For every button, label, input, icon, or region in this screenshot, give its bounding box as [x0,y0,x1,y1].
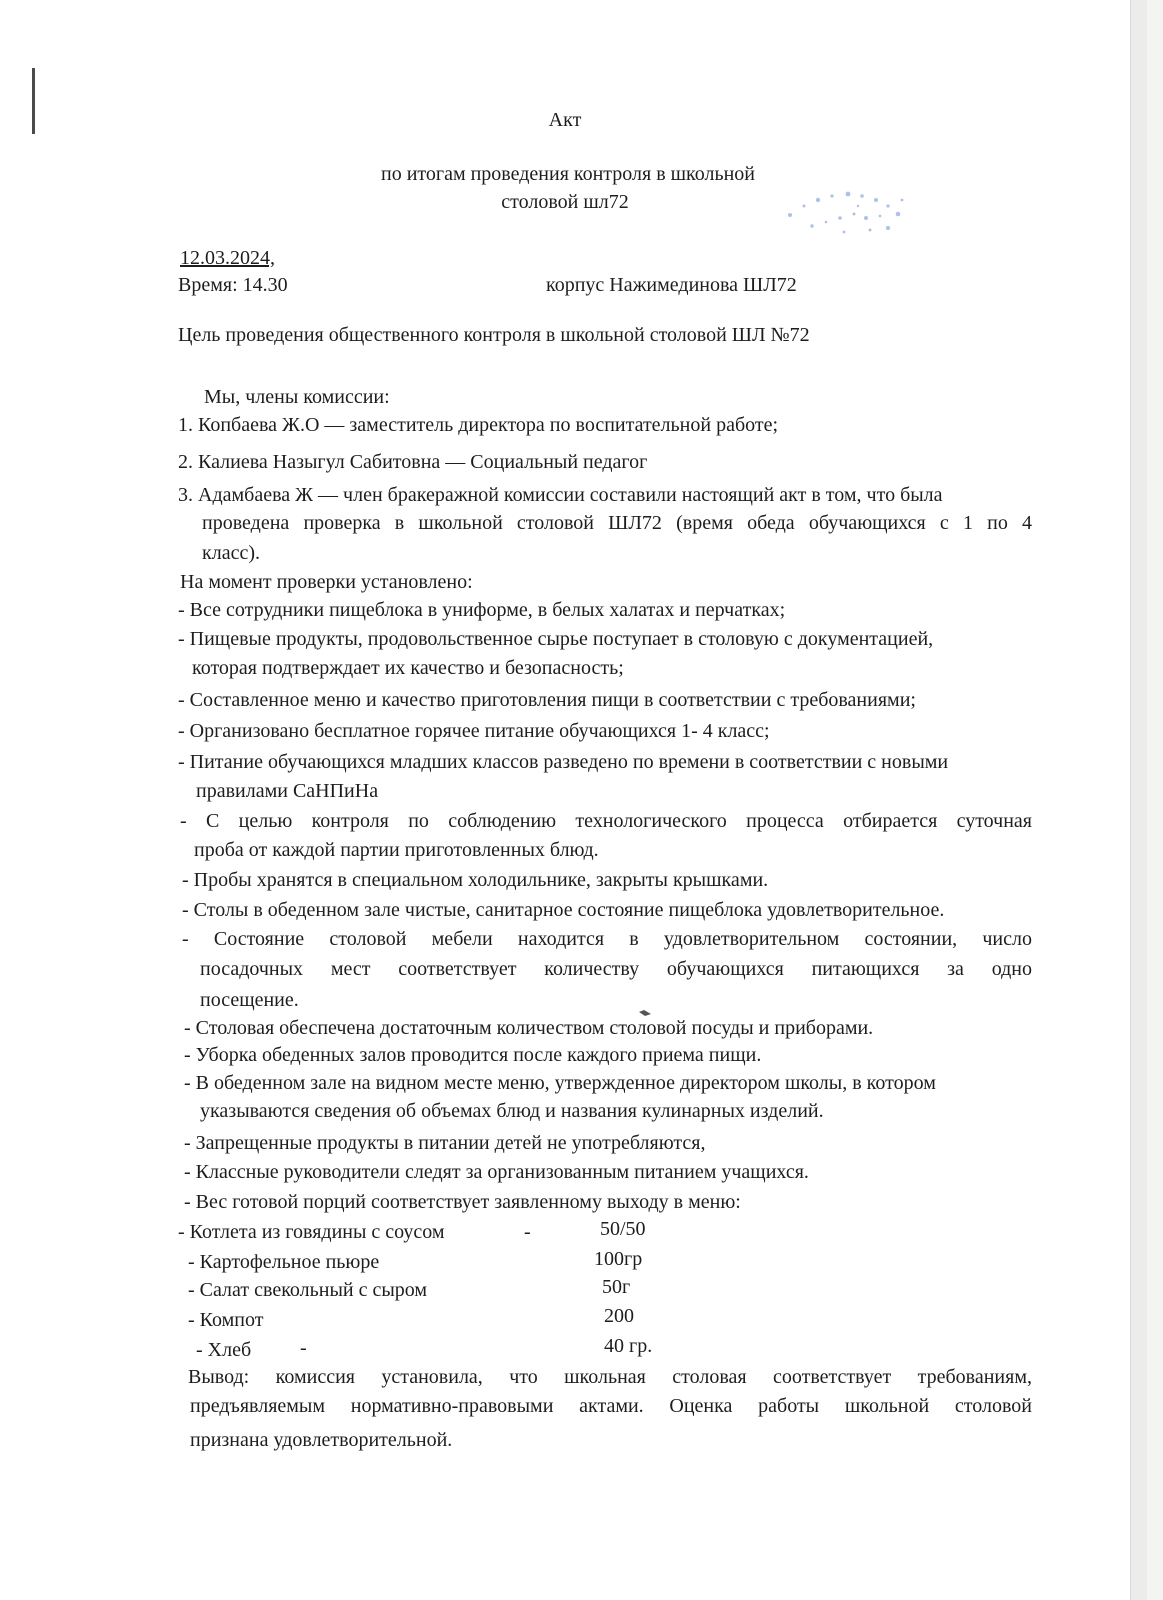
finding-item: - Уборка обеденных залов проводится после каждого приема пищи. [184,1044,762,1066]
finding-item: - Классные руководители следят за организованным питанием учащихся. [184,1161,809,1183]
menu-item-weight: 200 [604,1305,634,1327]
finding-item: - Пищевые продукты, продовольственное сырье поступает в столовую с документацией, [178,628,934,650]
commission-intro: Мы, члены комиссии: [204,386,390,408]
commission-member: 2. Калиева Назыгул Сабитовна — Социальный педагог [178,451,648,473]
finding-item: - Столы в обеденном зале чистые, санитарное состояние пищеблока удовлетворительное. [182,899,945,921]
finding-item: - Столовая обеспечена достаточным количеством столовой посуды и приборами. [184,1017,874,1039]
document-time: Время: 14.30 [178,274,288,296]
finding-item: - Пробы хранятся в специальном холодильнике, закрыты крышками. [182,869,769,891]
commission-member-3-line3: класс). [202,542,260,564]
finding-item-cont: посещение. [200,989,299,1011]
finding-item-cont: проба от каждой партии приготовленных блюд. [194,839,599,861]
conclusion-line3: признана удовлетворительной. [190,1429,453,1451]
menu-item-weight: 50г [602,1276,631,1298]
commission-member-3 [178,480,1032,510]
finding-item: - В обеденном зале на видном месте меню, утвержденное директором школы, в котором [184,1072,936,1094]
menu-item-name: - Котлета из говядины с соусом [178,1221,445,1243]
finding-item-cont: указываются сведения об объемах блюд и названия кулинарных изделий. [200,1100,824,1122]
finding-item: - Питание обучающихся младших классов разведено по времени в соответствии с новыми [178,751,949,773]
document-date: 12.03.2024, [180,247,275,269]
finding-item-cont: правилами СаНПиНа [196,780,379,802]
menu-item-weight: 100гр [594,1248,643,1270]
conclusion-line1: Вывод: комиссия установила, что школьная столовая соответствует требованиям, [188,1366,1032,1388]
finding-item-cont: посадочных мест соответствует количеству обучающихся питающихся за одно [200,958,1032,980]
conclusion-line2: предъявляемым нормативно-правовыми актами. Оценка работы школьной столовой [190,1395,1032,1417]
document-title: Акт [548,109,582,131]
document-subtitle-line1: по итогам проведения контроля в школьной [380,163,755,185]
finding-item: - Запрещенные продукты в питании детей не употребляются, [184,1132,706,1154]
commission-member-3-line1: 3. Адамбаева Ж — член бракеражной комиссии составили настоящий акт в том, что была [178,484,943,506]
menu-item-weight: 40 гр. [604,1335,653,1357]
menu-item-dash: - [300,1337,307,1359]
finding-item: - Все сотрудники пищеблока в униформе, в белых халатах и перчатках; [178,599,786,621]
finding-item-cont: которая подтверждает их качество и безопасность; [192,657,624,679]
menu-item-name: - Салат свекольный с сыром [188,1279,428,1301]
menu-item-dash: - [524,1221,531,1243]
finding-item: - С целью контроля по соблюдению технологического процесса отбирается суточная [180,810,1032,832]
commission-member: 1. Копбаева Ж.О — заместитель директора по воспитательной работе; [178,414,779,436]
purpose-text: Цель проведения общественного контроля в школьной столовой ШЛ №72 [178,324,810,346]
finding-item: - Вес готовой порций соответствует заявленному выходу в меню: [184,1191,741,1213]
menu-item-name: - Хлеб [196,1339,252,1361]
document-subtitle-line2: столовой шл72 [501,191,629,213]
menu-item-weight: 50/50 [600,1218,646,1240]
page-edge [1130,0,1147,1600]
menu-item-name: - Картофельное пьюре [188,1251,380,1273]
commission-member-3-line2: проведена проверка в школьной столовой ШЛ72 (время обеда обучающихся с 1 по 4 [202,512,1032,534]
menu-item-name: - Компот [188,1309,264,1331]
findings-intro: На момент проверки установлено: [180,571,473,593]
finding-item: - Состояние столовой мебели находится в удовлетворительном состоянии, число [182,928,1032,950]
finding-item: - Организовано бесплатное горячее питание обучающихся 1- 4 класс; [178,720,770,742]
document-location: корпус Нажимединова ШЛ72 [546,274,797,296]
finding-item: - Составленное меню и качество приготовления пищи в соответствии с требованиями; [178,689,916,711]
